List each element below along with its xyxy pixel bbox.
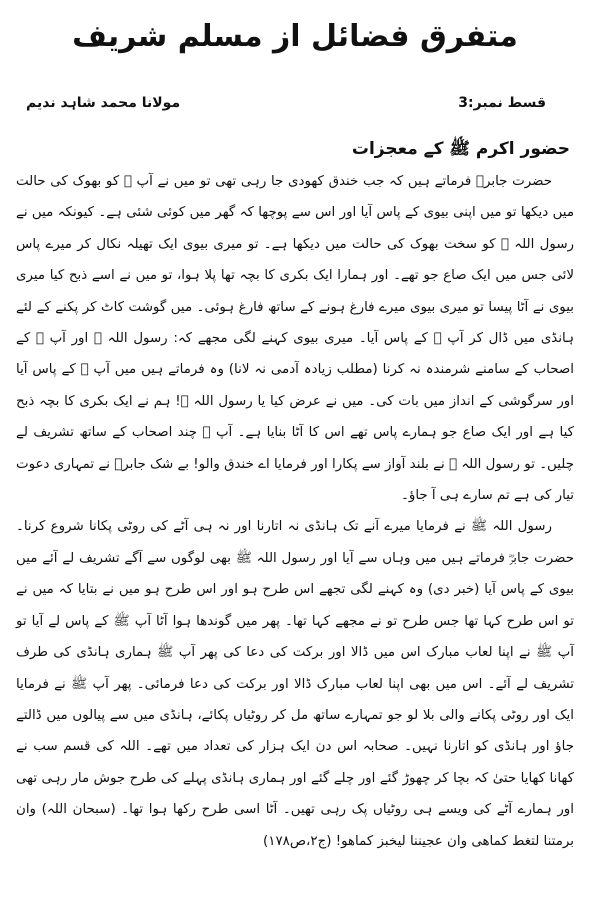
article-body — [16, 166, 574, 857]
author-name: مولانا محمد شاہد ندیم — [26, 95, 181, 111]
article-meta — [16, 92, 574, 114]
body-paragraph: رسول اللہ ﷺ نے فرمایا میرے آنے تک ہانڈی نہ اتارنا اور نہ ہی آٹے کی روٹی پکانا شروع کرنا۔ حضرت جابرؓ فرماتے ہیں میں وہاں سے آیا اور رسول اللہ ﷺ بھی لوگوں سے آگے تشریف لے آئے میں بیوی کے پاس آیا (خبر دی) وہ کہنے لگی تجھے اس طرح ہو اور اس طرح ہو میں نے بتایا کہ میں نے تو اس طرح کہا تھا جس طرح تو نے مجھے کہا تھا۔ پھر میں گوندھا ہوا آٹا آپ ﷺ کے پاس لے آیا تو آپ ﷺ نے اپنا لعاب مبارک اس میں ڈالا اور برکت کی دعا کی پھر آپ ﷺ ہماری ہانڈی کی طرف تشریف لے آئے۔ اس میں بھی اپنا لعاب مبارک ڈالا اور برکت کی دعا فرمائی۔ پھر آپ ﷺ نے فرمایا ایک اور روٹی پکانے والی بلا لو جو تمہارے ساتھ مل کر روٹیاں پکائے، ہانڈی میں سے پیالوں میں ڈالتے جاؤ اور ہانڈی کو اتارنا نہیں۔ صحابہ اس دن ایک ہزار کی تعداد میں تھے۔ اللہ کی قسم سب نے کھانا کھایا حتیٰ کہ بچا کر چھوڑ گئے اور چلے گئے اور ہماری ہانڈی پہلے کی طرح جوش مار رہی تھی اور ہمارے آٹے کی ویسے ہی روٹیاں پک رہی تھیں۔ آٹا اسی طرح رکھا ہوا تھا۔ (سبحان اللہ) وان برمتنا لتغط کماھی وان عجیننا لیخبز کماھو! (ج۲،ص۱۷۸) — [16, 519, 574, 849]
body-paragraph: حضرت جابرؓ فرماتے ہیں کہ جب خندق کھودی جا رہی تھی تو میں نے آپ ﷺ کو بھوک کی حالت میں دیکھا تو میں اپنی بیوی کے پاس آیا اور اس سے پوچھا کہ گھر میں کوئی شئی ہے۔ کیونکہ میں نے رسول اللہ ﷺ کو سخت بھوک کی حالت میں دیکھا ہے۔ تو میری بیوی ایک تھیلہ نکال کر میرے پاس لائی جس میں ایک صاع جو تھے۔ اور ہمارا ایک بکری کا بچہ تھا پلا ہوا، تو میں نے اسے ذبح کیا میری بیوی نے آٹا پیسا تو میری بیوی میرے فارغ ہونے کے ساتھ فارغ ہوئی۔ میں گوشت کاٹ کر پکنے کے لئے ہانڈی میں ڈال کر آپ ﷺ کے پاس آیا۔ میری بیوی کہنے لگی مجھے کہ: رسول اللہ ﷺ اور آپ ﷺ کے اصحاب کے سامنے شرمندہ نہ کرنا (مطلب زیادہ آدمی نہ لانا) وہ فرماتے ہیں میں آپ ﷺ کے پاس آیا اور سرگوشی کے انداز میں بات کی۔ میں نے عرض کیا یا رسول اللہ ﷺ! ہم نے ایک بکری کا بچہ ذبح کیا ہے اور ایک صاع جو ہمارے پاس تھے اس کا آٹا بنایا ہے۔ آپ ﷺ چند اصحاب کے ساتھ تشریف لے چلیں۔ تو رسول اللہ ﷺ نے بلند آواز سے پکارا اور فرمایا اے خندق والو! بے شک جابرؓ نے تمہاری دعوت تیار کی ہے تم سارے ہی آ جاؤ۔ — [16, 174, 574, 504]
episode-label: قسط نمبر:3 — [458, 95, 546, 111]
section-heading: حضور اکرم ﷺ کے معجزات — [351, 139, 570, 159]
article-title: متفرق فضائل از مسلم شریف — [72, 19, 518, 54]
